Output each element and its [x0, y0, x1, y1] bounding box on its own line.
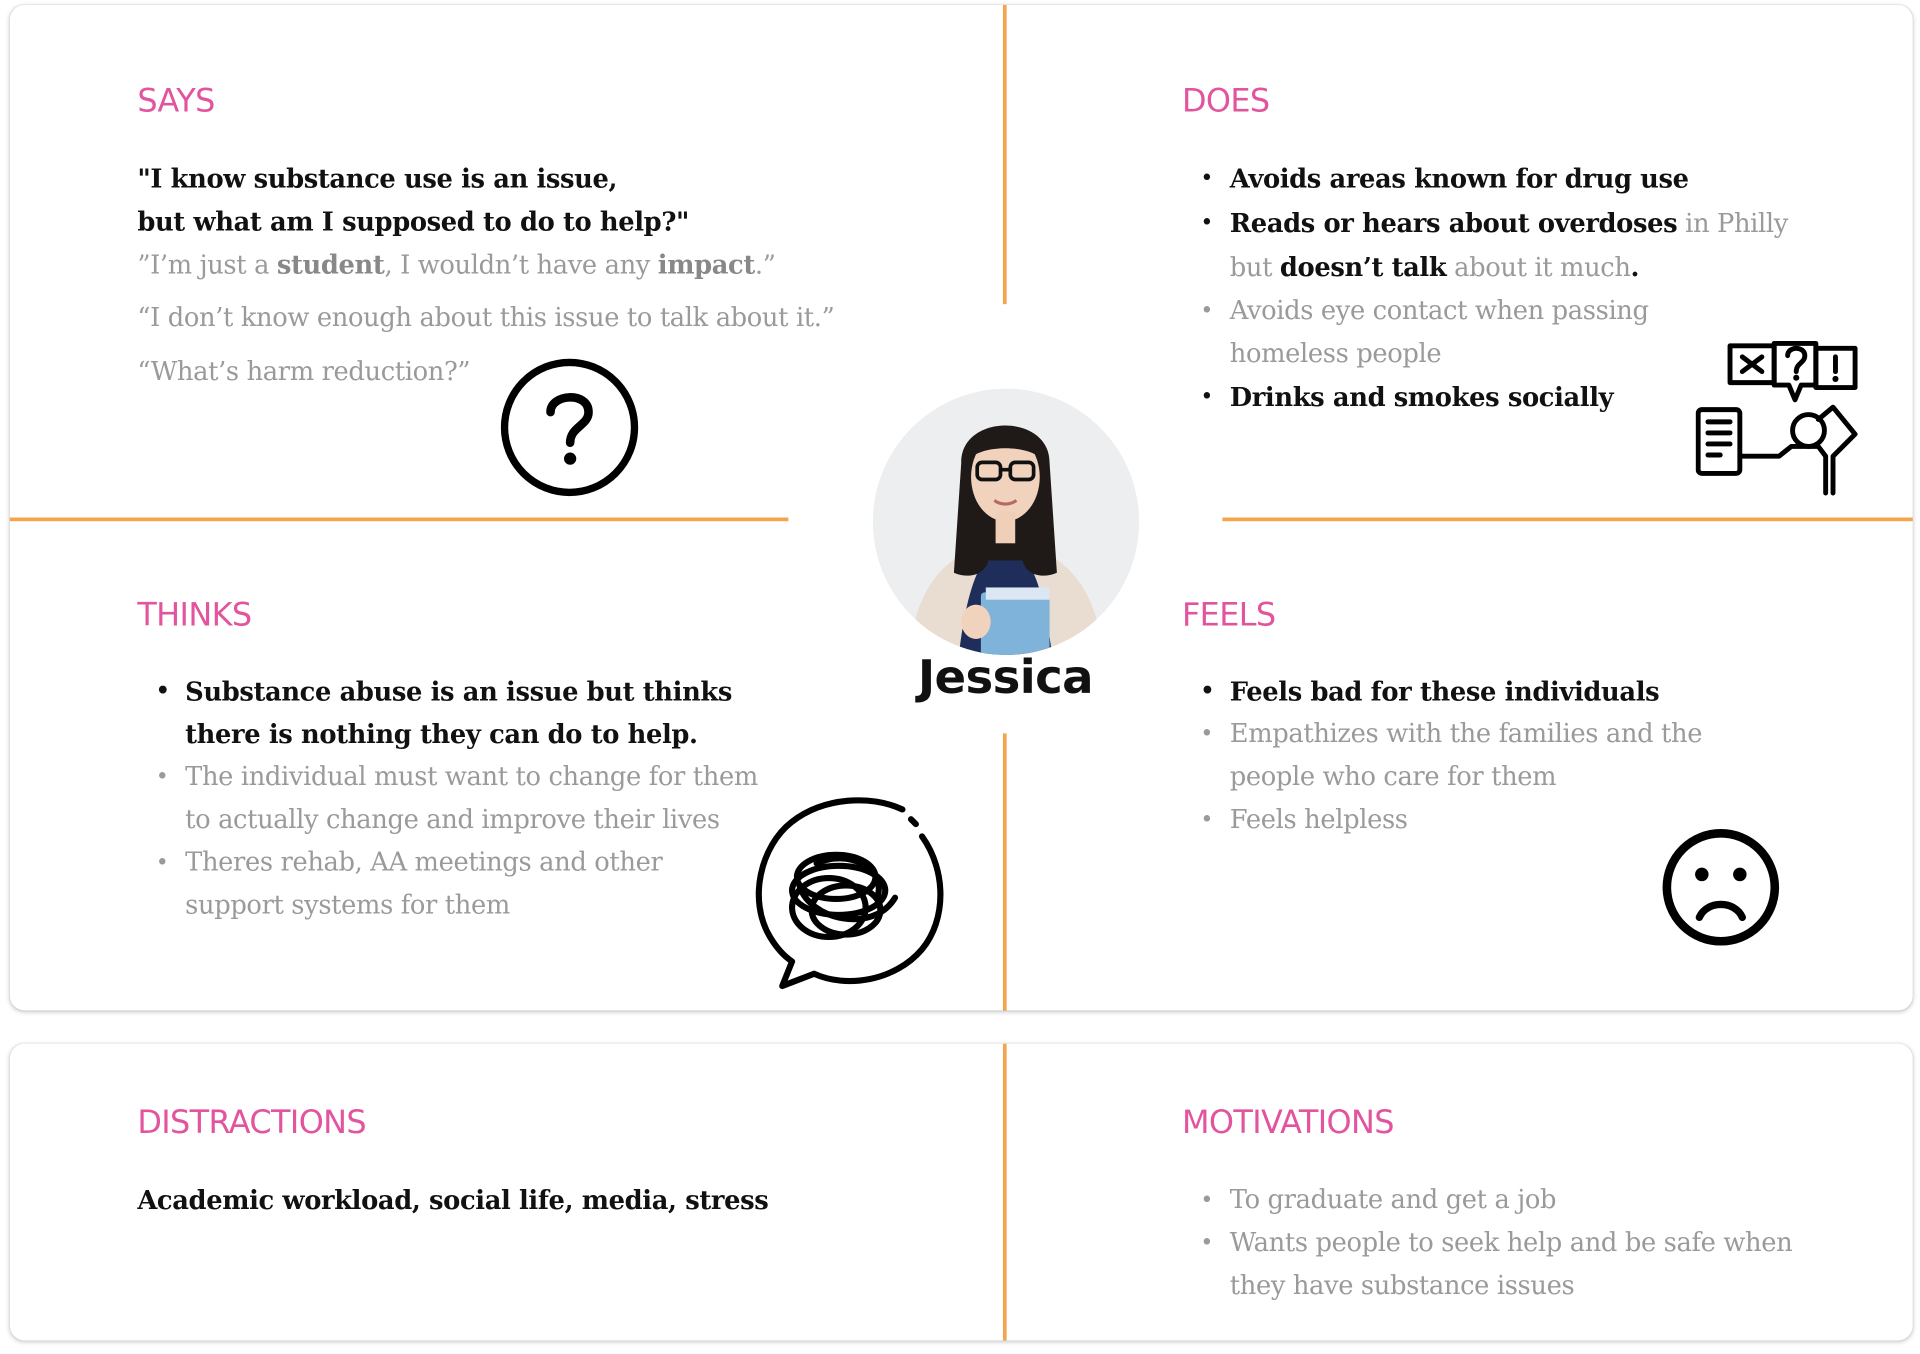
motivations-item-2-line-1: Wants people to seek help and be safe when [1229, 1227, 1793, 1258]
thinks-item-3 [156, 841, 758, 927]
thinks-item-2-line-1: The individual must want to change for them [185, 761, 758, 792]
persona-name: Jessica [917, 649, 1093, 704]
bullet: • [155, 678, 170, 704]
bullet: • [1200, 806, 1214, 833]
thinks-item-3-line-2: support systems for them [185, 890, 510, 920]
motivations-item-1 [1200, 1179, 1792, 1222]
thinks-item-2-line-2: to actually change and improve their lives [185, 804, 720, 834]
feels-heading: FEELS [1181, 597, 1276, 635]
says-quote-2 [137, 243, 834, 287]
bullet: • [155, 764, 169, 790]
bullet: • [155, 849, 169, 876]
says-quote-2-impact: impact [657, 248, 755, 280]
motivations-item-2-line-2: they have substance issues [1229, 1270, 1575, 1300]
says-quote-4: “What’s harm reduction?” [137, 356, 471, 387]
sad-face-icon [1660, 827, 1781, 948]
thinks-item-2 [156, 755, 758, 841]
divider-vertical-middle [1003, 733, 1007, 1010]
does-item-3-line-1: Avoids eye contact when passing [1229, 295, 1649, 325]
says-quote-2-a: ”I’m just a [137, 250, 277, 280]
says-quote-1-line-2: but what am I supposed to do to help?" [137, 206, 690, 237]
distractions-text [137, 1179, 768, 1222]
motivations-heading: MOTIVATIONS [1181, 1104, 1394, 1142]
avatar [873, 389, 1139, 655]
divider-horizontal-right [1222, 518, 1912, 522]
does-item-2-bold-2: doesn’t talk [1279, 251, 1447, 283]
thinks-item-3-line-1: Theres rehab, AA meetings and other [185, 847, 663, 877]
question-circle-icon [499, 357, 640, 498]
says-quote-2-student: student [276, 248, 385, 280]
does-item-2 [1200, 201, 1788, 289]
bullet: • [1200, 1230, 1214, 1256]
does-item-2-normal-2: but [1229, 252, 1280, 283]
thinks-item-1 [156, 670, 758, 756]
feels-item-2-line-1: Empathizes with the families and the [1229, 718, 1703, 749]
bullet: • [1200, 383, 1214, 410]
thinks-list [156, 670, 758, 928]
bullet: • [1200, 298, 1214, 324]
says-quote-1-line-1: "I know substance use is an issue, [137, 163, 618, 194]
divider-horizontal-left [10, 518, 789, 522]
does-item-2-period: . [1630, 251, 1640, 283]
thinks-item-1-line-1: Substance abuse is an issue but thinks [185, 675, 733, 707]
does-item-1 [1200, 157, 1788, 201]
persona-photo-illustration [873, 389, 1139, 655]
motivations-item-1-text: To graduate and get a job [1229, 1184, 1557, 1215]
feels-item-1-text: Feels bad for these individuals [1229, 675, 1660, 707]
says-heading: SAYS [137, 83, 215, 121]
divider-vertical-top [1003, 5, 1007, 304]
says-quote-2-e: .” [754, 250, 776, 280]
does-heading: DOES [1181, 83, 1270, 121]
feels-item-3-text: Feels helpless [1229, 804, 1408, 834]
does-item-2-bold-1: Reads or hears about overdoses [1229, 207, 1678, 238]
feels-item-2 [1200, 713, 1702, 799]
bullet: • [1200, 721, 1214, 747]
bullet: • [1200, 209, 1214, 236]
motivations-list [1200, 1179, 1792, 1308]
bullet: • [1200, 165, 1214, 192]
tangled-thoughts-speech-bubble-icon [750, 797, 946, 993]
thinks-heading: THINKS [137, 597, 252, 635]
does-item-1-text: Avoids areas known for drug use [1229, 163, 1689, 194]
says-quote-2-c: , I wouldn’t have any [384, 250, 658, 280]
does-item-4-text: Drinks and smokes socially [1229, 381, 1614, 413]
feels-item-3 [1200, 798, 1702, 841]
says-quotes [137, 157, 834, 394]
confused-person-with-phone-icon [1696, 338, 1862, 497]
feels-list [1200, 670, 1702, 842]
does-item-2-normal-3: about it much [1446, 252, 1631, 283]
distractions-heading: DISTRACTIONS [137, 1104, 367, 1142]
does-item-2-normal-1: in Philly [1677, 208, 1788, 238]
distractions-text-line: Academic workload, social life, media, stress [137, 1184, 769, 1216]
does-item-3-line-2: homeless people [1229, 338, 1442, 368]
bullet: • [1200, 678, 1215, 704]
bullet: • [1200, 1187, 1214, 1213]
feels-item-1 [1200, 670, 1702, 713]
thinks-item-1-line-2: there is nothing they can do to help. [185, 718, 698, 750]
divider-vertical-bottom [1003, 1044, 1007, 1341]
feels-item-2-line-2: people who care for them [1229, 761, 1557, 792]
motivations-item-2 [1200, 1221, 1792, 1307]
says-quote-3: “I don’t know enough about this issue to talk about it.” [137, 302, 835, 333]
